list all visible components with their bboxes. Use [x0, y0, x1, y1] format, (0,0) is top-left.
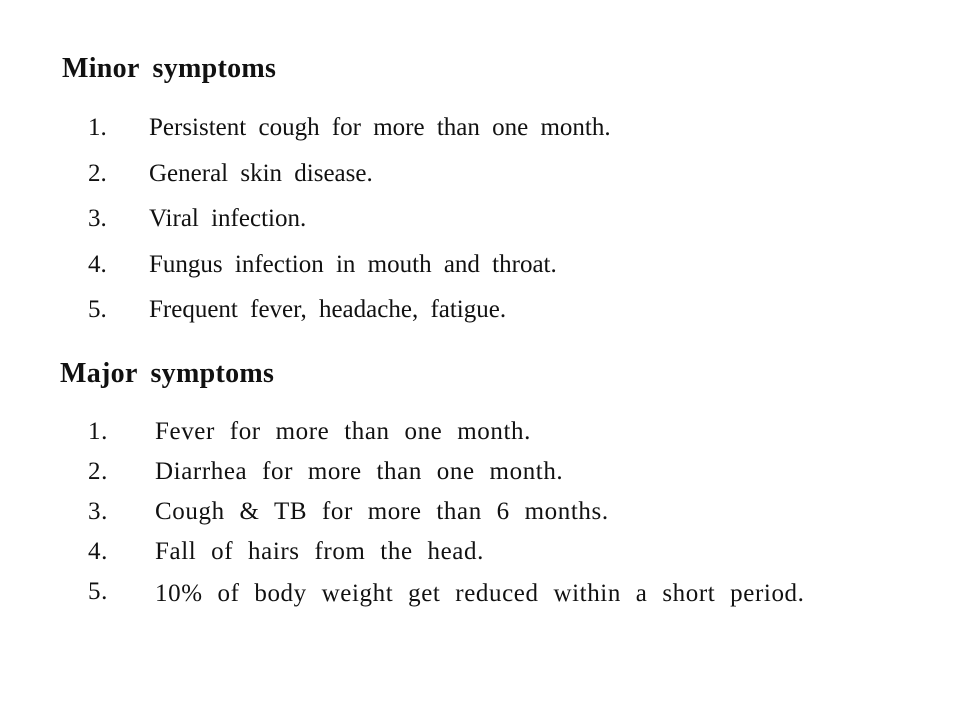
minor-symptoms-list	[88, 114, 788, 342]
list-item	[88, 418, 848, 458]
list-item	[88, 205, 788, 251]
item-number: 2.	[88, 159, 107, 187]
item-text: Persistent cough for more than one month.	[149, 114, 611, 141]
major-symptoms-heading: Major symptoms	[60, 358, 275, 389]
item-text: Fall of hairs from the head.	[155, 538, 484, 565]
list-item	[88, 114, 788, 160]
item-text: 10% of body weight get reduced within a short period.	[155, 580, 805, 607]
list-item	[88, 538, 848, 578]
item-number: 4.	[88, 250, 107, 278]
item-text: General skin disease.	[149, 159, 373, 187]
item-number: 3.	[88, 205, 107, 232]
item-number: 4.	[88, 538, 108, 565]
item-text: Diarrhea for more than one month.	[155, 458, 564, 485]
major-symptoms-list	[88, 418, 848, 609]
list-item	[88, 160, 788, 206]
item-text: Viral infection.	[149, 205, 307, 232]
item-text: Frequent fever, headache, fatigue.	[149, 296, 507, 323]
item-text: Cough & TB for more than 6 months.	[155, 498, 609, 525]
list-item	[88, 251, 788, 297]
list-item	[88, 498, 848, 538]
item-number: 3.	[88, 498, 108, 525]
item-text: Fungus infection in mouth and throat.	[149, 250, 557, 278]
item-number: 1.	[88, 418, 108, 445]
list-item	[88, 578, 848, 609]
item-number: 5.	[88, 578, 108, 605]
item-number: 5.	[88, 296, 107, 323]
list-item	[88, 458, 848, 498]
item-number: 1.	[88, 114, 107, 141]
minor-symptoms-heading: Minor symptoms	[62, 53, 277, 84]
item-number: 2.	[88, 458, 108, 485]
list-item	[88, 296, 788, 342]
item-text: Fever for more than one month.	[155, 418, 531, 445]
